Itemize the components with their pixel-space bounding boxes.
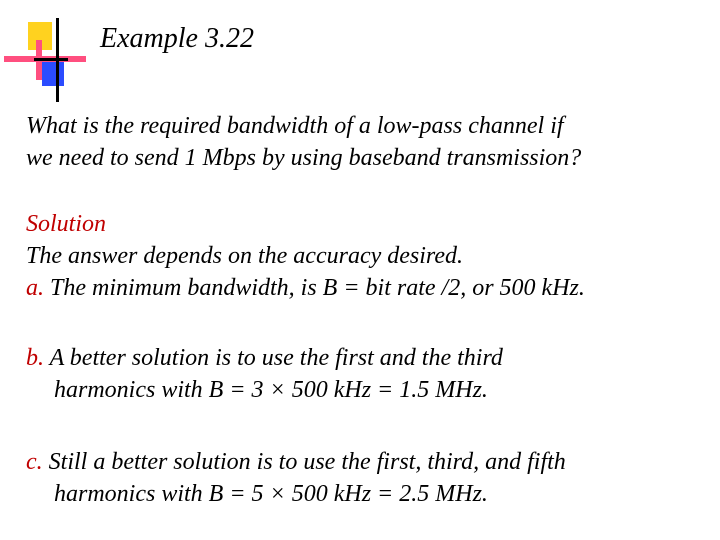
item-b-line-1: A better solution is to use the first and the third [49, 345, 503, 371]
question-line-1: What is the required bandwidth of a low-pass channel if [26, 113, 564, 139]
logo-black-horizontal-line [34, 58, 68, 61]
item-c-line-2: harmonics with B = 5 × 500 kHz = 2.5 MHz. [54, 481, 488, 507]
item-c-label: c. [26, 449, 43, 475]
solution-intro: The answer depends on the accuracy desired. [26, 243, 464, 269]
solution-heading: Solution [26, 211, 107, 237]
item-a-label: a. [26, 275, 44, 301]
solution-item-b [26, 342, 503, 406]
solution-item-c [26, 446, 566, 510]
question-line-2: we need to send 1 Mbps by using baseband transmission? [26, 145, 582, 171]
item-c-line-1: Still a better solution is to use the first, third, and fifth [48, 449, 566, 475]
item-b-label: b. [26, 345, 44, 371]
solution-item-a [26, 272, 585, 304]
item-b-line-2: harmonics with B = 3 × 500 kHz = 1.5 MHz. [54, 377, 488, 403]
item-a-text: The minimum bandwidth, is B = bit rate /2, or 500 kHz. [50, 275, 585, 301]
question-text [26, 110, 581, 174]
slide-logo-decoration [0, 0, 90, 110]
slide-title: Example 3.22 [100, 23, 254, 54]
solution-intro-block [26, 208, 585, 304]
